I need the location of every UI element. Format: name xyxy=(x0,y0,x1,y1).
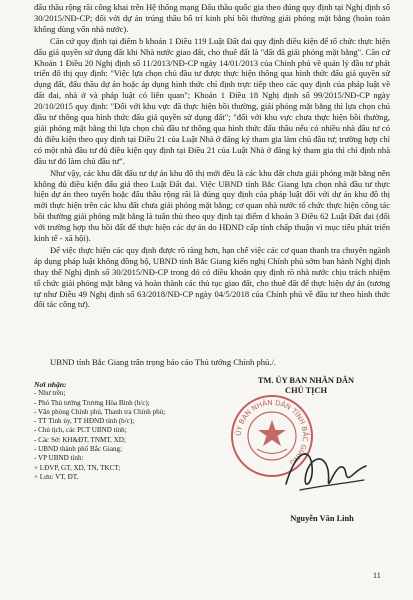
paragraph-4: Để việc thực hiện các quy định được rõ ràng hơn, hạn chế việc các cơ quan thanh tra chuyên ngành áp dụng pháp luật không đồng bộ, UBND tỉnh Bắc Giang kiến nghị Chính phủ sớm ban hành Nghị định thay thế Nghị định số 30/2015/NĐ-CP trong đó có điều khoản quy định rõ nhà nước chịu trách nhiệm tổ chức giải phóng mặt bằng và hoàn thành các thủ tục giao đất, cho thuê đất để thực hiện dự án (tương tự như Điều 49 Nghị định số 63/2018/NĐ-CP ngày 04/5/2018 của Chính phủ về đầu tư theo hình thức đối tác công tư). xyxy=(34,244,390,310)
recipient-item: - TT Tỉnh ủy, TT HĐND tỉnh (b/c); xyxy=(34,417,135,426)
page-number: 11 xyxy=(373,571,381,580)
recipient-item: - Chủ tịch, các PCT UBND tỉnh; xyxy=(34,426,127,435)
recipient-item: - Phó Thủ tướng Trương Hòa Bình (b/c); xyxy=(34,398,150,407)
recipient-item: + Lưu: VT, ĐT. xyxy=(34,472,79,481)
handwritten-signature-icon xyxy=(280,440,370,510)
signing-role: CHỦ TỊCH xyxy=(285,386,327,395)
paragraph-1: đấu thầu rộng rãi công khai trên Hệ thống mạng Đấu thầu quốc gia theo đúng quy định tại Nghị định số 30/2015/NĐ-CP; đối với dự án trúng thầu bố trí kinh phí bồi thường giải phóng mặt bằng (hoàn toàn không dùng vốn nhà nước). xyxy=(34,2,390,34)
recipient-item: - VP UBND tỉnh: xyxy=(34,454,84,463)
signer-name: Nguyễn Văn Linh xyxy=(290,514,354,523)
closing-sentence: UBND tỉnh Bắc Giang trân trọng báo cáo Thủ tướng Chính phủ./. xyxy=(50,357,277,367)
paragraph-2: Căn cứ quy định tại điểm b khoản 1 Điều 119 Luật Đất đai quy định điều kiện để tổ chức thực hiện đấu giá quyền sử dụng đất khi Nhà nước giao đất, cho thuê đất là "đất đã giải phóng mặt bằng". Căn cứ Khoản 1 Điều 20 Nghị định số 11/2013/NĐ-CP ngày 14/01/2013 của Chính phủ về quản lý đầu tư phát triển đô thị quy định: "Việc lựa chọn chủ đầu tư được thực hiện thông qua hình thức đấu giá quyền sử dụng đất, đấu thầu dự án hoặc áp dụng hình thức chỉ định trực tiếp theo các quy định của pháp luật về đất đai, nhà ở và pháp luật có liên quan"; Khoản 1 Điều 18 Nghị định số 99/2015/NĐ-CP ngày 20/10/2015 quy định: "Đối với khu vực đã thực hiện bồi thường, giải phóng mặt bằng thì lựa chọn chủ đầu tư thông qua hình thức đấu giá quyền sử dụng đất"; "đối với khu vực chưa thực hiện bồi thường, giải phóng mặt bằng thì lựa chọn chủ đầu tư thông qua hình thức đấu thầu nếu có nhiều nhà đầu tư có đủ điều kiện theo quy định tại Điều 21 của Luật Nhà ở đăng ký tham gia làm chủ đầu tư; trường hợp chỉ có một nhà đầu tư đủ điều kiện quy định tại Điều 21 của Luật Nhà ở đăng ký tham gia thì chỉ định nhà đầu tư đó làm chủ đầu tư". xyxy=(34,35,390,166)
recipient-item: - Như trên; xyxy=(34,389,66,398)
seal-text: ỦY BAN NHÂN DÂN TỈNH BẮC GIANG xyxy=(234,398,310,467)
recipients-heading: Nơi nhận: xyxy=(34,380,67,389)
recipient-item: - Văn phòng Chính phủ, Thanh tra Chính phủ; xyxy=(34,407,166,416)
recipients-list xyxy=(34,380,194,482)
signing-organization: TM. ỦY BAN NHÂN DÂN xyxy=(257,376,355,385)
paragraph-3: Như vậy, các khu đất đấu tư dự án khu đô thị mới đều là các khu đất chưa giải phóng mặt bằng nên không đủ điều kiện đấu giá theo Luật Đất đai. Việc UBND tỉnh Bắc Giang lựa chọn nhà đầu tư thực hiện dự án theo tuyển hoặc đấu thầu rộng rãi là đúng quy định của pháp luật đối với dự án khu đô thị mới thực hiện trên các khu đất chưa giải phóng mặt bằng; cơ quan nhà nước tổ chức thực hiện công tác bồi thường giải phóng mặt bằng là tuân thủ theo quy định tại điểm d khoản 3 Điều 62 Luật Đất đai (đối với trường hợp thu hồi đất để thực hiện các dự án do HĐND cấp tỉnh chấp thuận vì mục tiêu phát triển kinh tế - xã hội). xyxy=(34,167,390,244)
signature-block xyxy=(226,376,386,396)
recipient-item: + LĐVP, GT, XD, TN, TKCT; xyxy=(34,463,121,472)
recipient-item: - UBND thành phố Bắc Giang; xyxy=(34,445,123,454)
document-body xyxy=(34,2,390,311)
recipient-item: - Các Sở: KH&ĐT, TNMT, XD; xyxy=(34,435,126,444)
